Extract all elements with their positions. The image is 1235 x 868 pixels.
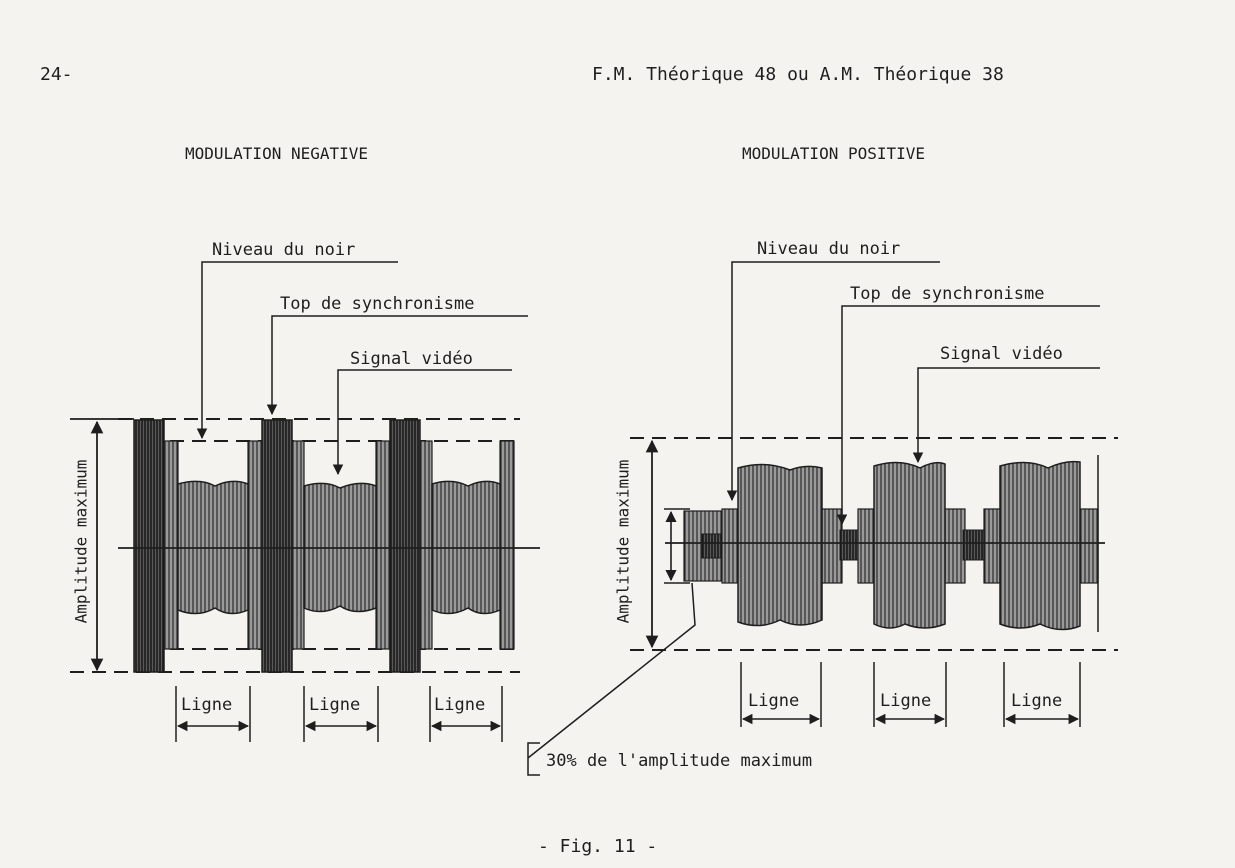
pos-line-label-2: Ligne: [880, 691, 932, 711]
pos-sync-section: [945, 509, 965, 583]
neg-pedestal: [292, 441, 304, 649]
neg-line-period: [430, 686, 502, 742]
pos-video-signal: [738, 464, 822, 625]
neg-sync-pulse: [262, 420, 292, 672]
pos-line-label-1: Ligne: [748, 691, 800, 711]
positive-title: MODULATION POSITIVE: [742, 144, 926, 163]
neg-pedestal: [500, 441, 514, 649]
neg-label-black-level: Niveau du noir: [212, 240, 356, 260]
neg-line-label-1: Ligne: [181, 695, 233, 715]
pos-sync-section: [822, 509, 842, 583]
negative-title: MODULATION NEGATIVE: [185, 144, 369, 163]
neg-pedestal: [164, 441, 178, 649]
pos-sync-section: [1080, 509, 1098, 583]
neg-line-label-3: Ligne: [434, 695, 486, 715]
neg-line-label-2: Ligne: [309, 695, 361, 715]
pos-30-percent-leader: [528, 583, 695, 758]
pos-video-signal: [874, 462, 945, 628]
pos-line-label-3: Ligne: [1011, 691, 1063, 711]
running-title: F.M. Théorique 48 ou A.M. Théorique 38: [592, 64, 1004, 85]
neg-line-period: [176, 686, 250, 742]
page-number: 24-: [40, 64, 73, 85]
neg-label-video-signal: Signal vidéo: [350, 349, 473, 369]
pos-label-black-level: Niveau du noir: [757, 239, 901, 259]
neg-pedestal: [248, 441, 262, 649]
neg-leader-black-level: [202, 262, 398, 438]
neg-label-sync-tip: Top de synchronisme: [280, 294, 475, 314]
positive-modulation-figure: [528, 262, 1118, 775]
pos-video-signal: [1000, 462, 1080, 630]
negative-modulation-figure: [70, 262, 540, 742]
pos-label-sync-tip: Top de synchronisme: [850, 284, 1045, 304]
note-bracket: [528, 743, 540, 775]
neg-axis-label: Amplitude maximum: [71, 459, 91, 624]
figure-caption: - Fig. 11 -: [538, 836, 658, 857]
neg-line-period: [304, 686, 378, 742]
pos-label-video-signal: Signal vidéo: [940, 344, 1063, 364]
neg-pedestal: [420, 441, 432, 649]
neg-leader-sync-tip: [272, 316, 528, 414]
pos-sync-section: [840, 530, 858, 560]
pos-sync-section: [858, 509, 874, 583]
neg-sync-pulse: [134, 420, 164, 672]
neg-sync-pulse: [390, 420, 420, 672]
pos-line-period: [874, 662, 946, 727]
pos-line-period: [1004, 662, 1080, 727]
pos-line-period: [741, 662, 821, 727]
pos-leader-video-signal: [918, 368, 1100, 462]
note-30-percent: 30% de l'amplitude maximum: [546, 751, 813, 771]
pos-sync-section: [984, 509, 1000, 583]
pos-axis-label: Amplitude maximum: [613, 459, 633, 624]
neg-pedestal: [376, 441, 390, 649]
pos-sync-section: [722, 509, 738, 583]
